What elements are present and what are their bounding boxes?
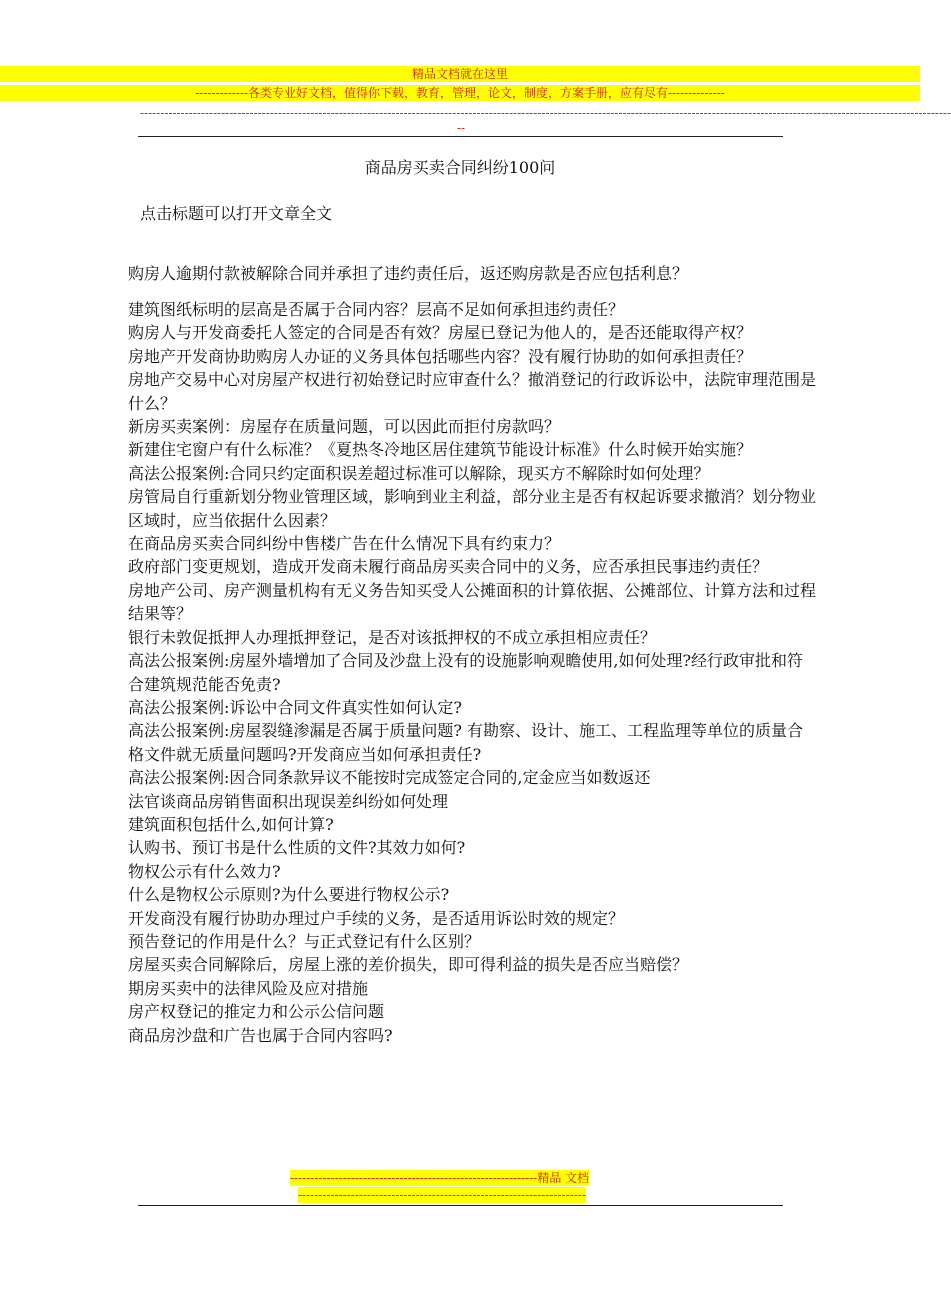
question-link[interactable]: 什么是物权公示原则?为什么要进行物权公示? — [128, 885, 450, 905]
question-link[interactable]: 建筑面积包括什么,如何计算? — [128, 814, 334, 834]
question-link[interactable]: 新建住宅窗户有什么标准？《夏热冬冷地区居住建筑节能设计标准》什么时候开始实施？ — [128, 440, 753, 460]
footer-rule — [138, 1205, 783, 1206]
footer-banner-line1: -------------------------------------------------------------精品 文档 — [290, 1171, 590, 1185]
header-banner-line1 — [0, 66, 920, 82]
question-link[interactable]: 新房买卖案例：房屋存在质量问题，可以因此而拒付房款吗？ — [128, 417, 561, 437]
header-dash-short: -- — [456, 121, 466, 135]
question-link[interactable]: 开发商没有履行协助办理过户手续的义务，是否适用诉讼时效的规定？ — [128, 908, 625, 928]
question-link[interactable]: 房产权登记的推定力和公示公信问题 — [128, 1002, 385, 1022]
question-link[interactable]: 房地产交易中心对房屋产权进行初始登记时应审查什么？撤消登记的行政诉讼中，法院审理范围是什么？ — [128, 370, 817, 413]
question-link[interactable]: 认购书、预订书是什么性质的文件?其效力如何? — [128, 838, 466, 858]
question-link[interactable]: 房地产开发商协助购房人办证的义务具体包括哪些内容？没有履行协助的如何承担责任？ — [128, 346, 753, 366]
question-link[interactable]: 银行未敦促抵押人办理抵押登记，是否对该抵押权的不成立承担相应责任？ — [128, 627, 657, 647]
question-link[interactable]: 在商品房买卖合同纠纷中售楼广告在什么情况下具有约束力？ — [128, 534, 561, 554]
header-rule — [138, 136, 783, 137]
header-banner-text: 精品文档就在这里 — [411, 67, 508, 81]
open-article-hint-text: 点击标题可以打开文章全文 — [140, 204, 333, 223]
question-link[interactable]: 物权公示有什么效力? — [128, 861, 281, 881]
question-link[interactable]: 高法公报案例:房屋外墙增加了合同及沙盘上没有的设施影响观瞻使用,如何处理?经行政审批和符合建筑规范能否免责? — [128, 651, 804, 694]
footer-banner-line2: ----------------------------------------------------------------------- — [298, 1188, 586, 1202]
question-link[interactable]: 政府部门变更规划，造成开发商未履行商品房买卖合同中的义务，应否承担民事违约责任？ — [128, 557, 769, 577]
question-link[interactable]: 购房人与开发商委托人签定的合同是否有效？房屋已登记为他人的，是否还能取得产权？ — [128, 323, 753, 343]
question-link[interactable]: 高法公报案例:因合同条款异议不能按时完成签定合同的,定金应当如数返还 — [128, 768, 651, 788]
question-link[interactable]: 房屋买卖合同解除后，房屋上涨的差价损失，即可得利益的损失是否应当赔偿？ — [128, 955, 689, 975]
question-link[interactable]: 高法公报案例:诉讼中合同文件真实性如何认定? — [128, 697, 462, 717]
question-link[interactable]: 预告登记的作用是什么？与正式登记有什么区别？ — [128, 931, 481, 951]
question-link[interactable]: 法官谈商品房销售面积出现误差纠纷如何处理 — [128, 791, 449, 811]
question-link[interactable]: 商品房沙盘和广告也属于合同内容吗? — [128, 1025, 393, 1045]
header-banner-line2 — [0, 85, 920, 101]
header-dash-line: -------------------------------------------------------------------------------------------------------------------------------------------------------------------------------------------------------- — [140, 106, 951, 120]
question-link[interactable]: 期房买卖中的法律风险及应对措施 — [128, 978, 369, 998]
question-link[interactable]: 房管局自行重新划分物业管理区域，影响到业主利益，部分业主是否有权起诉要求撤消？划分物业区域时，应当依据什么因素？ — [128, 487, 817, 530]
question-link[interactable]: 建筑图纸标明的层高是否属于合同内容？层高不足如何承担违约责任？ — [128, 300, 625, 319]
question-link[interactable]: 房地产公司、房产测量机构有无义务告知买受人公摊面积的计算依据、公摊部位、计算方法和过程结果等？ — [128, 580, 817, 624]
header-slogan-text: -------------各类专业好文档，值得你下载，教育，管理，论文，制度，方案手册，应有尽有-------------- — [195, 86, 725, 100]
question-link[interactable]: 高法公报案例:房屋裂缝渗漏是否属于质量问题? 有勘察、设计、施工、工程监理等单位的质量合格文件就无质量问题吗?开发商应当如何承担责任? — [128, 721, 804, 764]
question-link[interactable]: 高法公报案例:合同只约定面积误差超过标准可以解除，现买方不解除时如何处理？ — [128, 463, 710, 483]
question-list — [128, 298, 818, 1047]
open-article-hint — [140, 203, 332, 225]
document-title: 商品房买卖合同纠纷100问 — [364, 158, 556, 177]
question-link[interactable]: 购房人逾期付款被解除合同并承担了违约责任后，返还购房款是否应包括利息？ — [128, 264, 689, 283]
